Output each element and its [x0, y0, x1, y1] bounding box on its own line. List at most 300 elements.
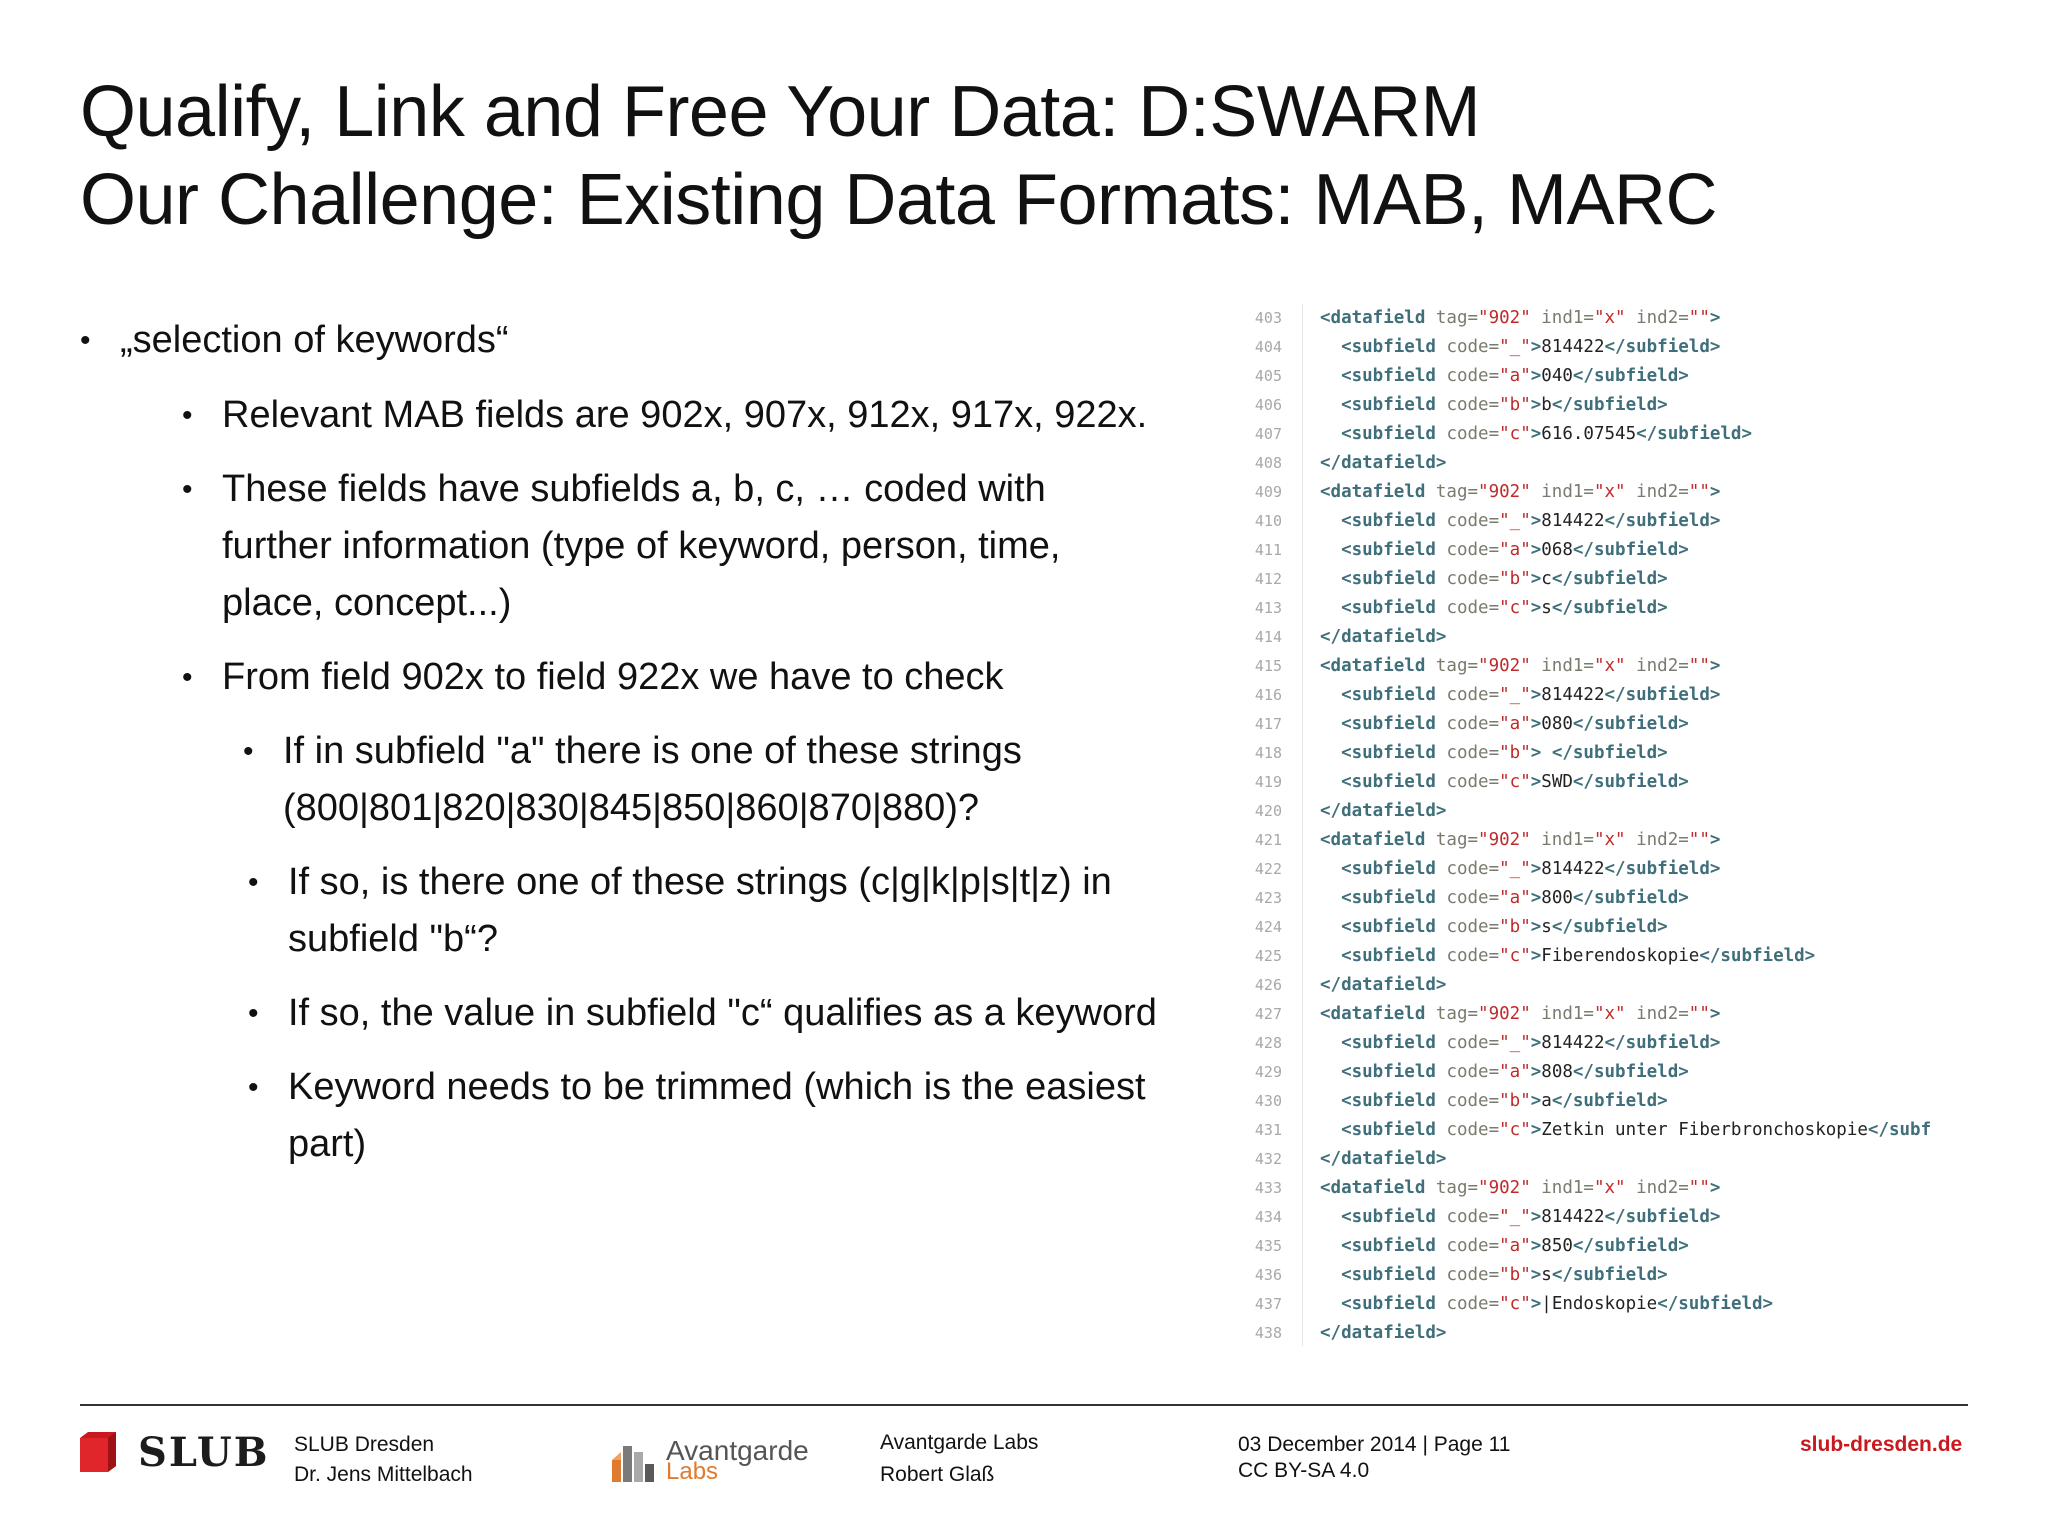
indent: [1320, 395, 1341, 415]
xml-tag: <datafield: [1320, 1178, 1426, 1198]
indent: [1320, 569, 1341, 589]
xml-tag: </subfield>: [1604, 337, 1721, 357]
xml-tag: <subfield: [1341, 366, 1436, 386]
xml-attr-name: code=: [1435, 1120, 1500, 1140]
code-line: [1240, 710, 1968, 739]
xml-tag: </datafield>: [1320, 1149, 1447, 1169]
xml-attr-name: ind1=: [1530, 830, 1594, 850]
bullet-level-3: [80, 985, 1298, 1042]
xml-tag: </subfield>: [1572, 772, 1689, 792]
bullet-text: „selection of keywords“: [120, 319, 509, 361]
code-screenshot: [1240, 300, 1968, 1346]
slub-book-icon: [80, 1432, 116, 1472]
footer-author-1: Dr. Jens Mittelbach: [294, 1463, 473, 1486]
indent: [1320, 917, 1341, 937]
xml-attr-name: code=: [1435, 424, 1500, 444]
bullet-text: If so, the value in subfield "c“ qualifies as a keyword: [288, 992, 1157, 1034]
xml-text: 040: [1541, 366, 1573, 386]
bullet-dot-icon: •: [182, 399, 193, 432]
xml-attr-value: "x": [1593, 482, 1626, 502]
xml-attr-name: ind1=: [1530, 1004, 1594, 1024]
xml-tag: </subfield>: [1572, 366, 1689, 386]
xml-attr-value: "x": [1593, 308, 1626, 328]
code-line: [1240, 333, 1968, 362]
xml-attr-name: tag=: [1425, 656, 1479, 676]
xml-tag: </datafield>: [1320, 453, 1447, 473]
indent: [1320, 685, 1341, 705]
xml-tag: <datafield: [1320, 308, 1426, 328]
xml-tag: <subfield: [1341, 424, 1436, 444]
xml-tag: </subfield>: [1551, 743, 1668, 763]
code-line: [1240, 594, 1968, 623]
line-number: 416: [1254, 686, 1282, 704]
xml-attr-value: "x": [1593, 1178, 1626, 1198]
xml-attr-value: "902": [1478, 308, 1531, 328]
xml-tag: </subf: [1867, 1120, 1932, 1140]
line-number: 417: [1254, 715, 1282, 733]
line-number: 428: [1254, 1034, 1282, 1052]
xml-attr-name: code=: [1435, 598, 1500, 618]
footer-divider: [80, 1404, 1968, 1406]
indent: [1320, 1120, 1341, 1140]
bullet-level-1: [80, 312, 1230, 369]
code-line: [1240, 1087, 1968, 1116]
bullet-level-2: [80, 461, 1102, 632]
bullet-text: Keyword needs to be trimmed (which is the easiest part): [288, 1066, 1146, 1165]
line-number: 407: [1254, 425, 1282, 443]
xml-tag: >: [1530, 859, 1542, 879]
line-number: 414: [1254, 628, 1282, 646]
xml-attr-name: code=: [1435, 1062, 1500, 1082]
line-number: 410: [1254, 512, 1282, 530]
code-line: [1240, 1116, 1968, 1145]
indent: [1320, 888, 1341, 908]
xml-tag: <datafield: [1320, 1004, 1426, 1024]
xml-tag: >: [1530, 772, 1542, 792]
footer-license: CC BY-SA 4.0: [1238, 1459, 1370, 1482]
code-line: [1240, 971, 1968, 1000]
xml-tag: >: [1530, 714, 1542, 734]
xml-attr-value: "a": [1499, 1236, 1531, 1256]
line-number: 426: [1254, 976, 1282, 994]
xml-attr-name: tag=: [1425, 1004, 1479, 1024]
bullet-text: These fields have subfields a, b, c, … coded with further information (type of keyword, person, time, place, concept...): [222, 468, 1061, 624]
xml-attr-value: "": [1688, 830, 1710, 850]
bullet-level-3: [80, 854, 1188, 968]
bullet-level-3: [80, 723, 1143, 837]
bullet-text: If in subfield "a" there is one of these strings (800|801|820|830|845|850|860|870|880)?: [283, 730, 1022, 829]
xml-attr-value: "": [1688, 482, 1710, 502]
xml-text: 814422: [1541, 1207, 1605, 1227]
xml-tag: >: [1709, 308, 1721, 328]
indent: [1320, 772, 1341, 792]
code-line: [1240, 623, 1968, 652]
xml-tag: </subfield>: [1551, 1091, 1668, 1111]
indent: [1320, 859, 1341, 879]
slide-title: [80, 68, 1960, 244]
line-number: 434: [1254, 1208, 1282, 1226]
xml-attr-name: ind1=: [1530, 656, 1594, 676]
xml-text: 808: [1541, 1062, 1573, 1082]
xml-text: Zetkin unter Fiberbronchoskopie: [1541, 1120, 1868, 1140]
xml-tag: >: [1530, 1207, 1542, 1227]
xml-tag: >: [1709, 482, 1721, 502]
line-number: 403: [1254, 309, 1282, 327]
code-line: [1240, 565, 1968, 594]
code-line: [1240, 1290, 1968, 1319]
xml-attr-value: "": [1688, 1178, 1710, 1198]
xml-tag: >: [1709, 1004, 1721, 1024]
code-line: [1240, 1232, 1968, 1261]
footer-website: slub-dresden.de: [1800, 1433, 1963, 1456]
xml-tag: >: [1530, 888, 1542, 908]
xml-attr-value: "b": [1499, 917, 1531, 937]
xml-tag: </subfield>: [1551, 569, 1668, 589]
bullet-text: Relevant MAB fields are 902x, 907x, 912x, 917x, 922x.: [222, 394, 1148, 436]
indent: [1320, 714, 1341, 734]
xml-tag: </subfield>: [1604, 859, 1721, 879]
code-line: [1240, 1261, 1968, 1290]
line-number: 425: [1254, 947, 1282, 965]
xml-tag: >: [1530, 1062, 1542, 1082]
line-number: 408: [1254, 454, 1282, 472]
line-number: 419: [1254, 773, 1282, 791]
xml-attr-name: ind2=: [1625, 1178, 1689, 1198]
line-number: 424: [1254, 918, 1282, 936]
xml-tag: </subfield>: [1604, 1033, 1721, 1053]
code-line: [1240, 681, 1968, 710]
line-number: 418: [1254, 744, 1282, 762]
xml-attr-name: code=: [1435, 337, 1500, 357]
xml-attr-name: code=: [1435, 1091, 1500, 1111]
xml-tag: <subfield: [1341, 1120, 1436, 1140]
xml-tag: >: [1530, 366, 1542, 386]
line-number: 420: [1254, 802, 1282, 820]
xml-attr-name: code=: [1435, 395, 1500, 415]
xml-attr-value: "_": [1499, 1207, 1531, 1227]
indent: [1320, 511, 1341, 531]
xml-attr-value: "a": [1499, 888, 1531, 908]
xml-text: [1541, 743, 1552, 763]
xml-tag: </subfield>: [1572, 540, 1689, 560]
xml-attr-value: "": [1688, 656, 1710, 676]
xml-attr-name: ind2=: [1625, 830, 1689, 850]
xml-attr-value: "c": [1499, 1120, 1531, 1140]
xml-attr-name: code=: [1435, 366, 1500, 386]
xml-tag: <subfield: [1341, 540, 1436, 560]
xml-attr-value: "_": [1499, 859, 1531, 879]
indent: [1320, 424, 1341, 444]
xml-tag: >: [1530, 946, 1542, 966]
xml-attr-name: tag=: [1425, 482, 1479, 502]
code-line: [1240, 420, 1968, 449]
bullet-level-3: [80, 1059, 1228, 1173]
xml-tag: >: [1709, 1178, 1721, 1198]
bullet-dot-icon: •: [248, 866, 259, 899]
xml-text: 814422: [1541, 685, 1605, 705]
xml-tag: <subfield: [1341, 1294, 1436, 1314]
code-line: [1240, 1319, 1968, 1346]
xml-tag: <subfield: [1341, 1265, 1436, 1285]
footer-org-name: SLUB Dresden: [294, 1433, 435, 1456]
bullet-dot-icon: •: [243, 735, 254, 768]
indent: [1320, 1207, 1341, 1227]
bullet-dot-icon: •: [182, 661, 193, 694]
indent: [1320, 1294, 1341, 1314]
xml-attr-value: "c": [1499, 946, 1531, 966]
line-number: 427: [1254, 1005, 1282, 1023]
line-number: 437: [1254, 1295, 1282, 1313]
xml-tag: </subfield>: [1572, 1062, 1689, 1082]
code-line: [1240, 1029, 1968, 1058]
xml-tag: >: [1530, 1294, 1542, 1314]
xml-tag: >: [1530, 395, 1542, 415]
xml-text: 080: [1541, 714, 1573, 734]
code-line: [1240, 942, 1968, 971]
line-number: 415: [1254, 657, 1282, 675]
xml-tag: </subfield>: [1572, 714, 1689, 734]
xml-tag: </datafield>: [1320, 1323, 1447, 1343]
xml-tag: <datafield: [1320, 656, 1426, 676]
xml-text: 814422: [1541, 1033, 1605, 1053]
xml-tag: </datafield>: [1320, 627, 1447, 647]
xml-attr-value: "b": [1499, 1091, 1531, 1111]
indent: [1320, 598, 1341, 618]
line-number: 438: [1254, 1324, 1282, 1342]
code-line: [1240, 304, 1968, 333]
indent: [1320, 1236, 1341, 1256]
xml-attr-name: tag=: [1425, 308, 1479, 328]
code-line: [1240, 797, 1968, 826]
xml-tag: <subfield: [1341, 1091, 1436, 1111]
footer-partner-name: Avantgarde Labs: [880, 1431, 1039, 1454]
xml-tag: </subfield>: [1572, 888, 1689, 908]
xml-attr-value: "b": [1499, 1265, 1531, 1285]
xml-tag: <subfield: [1341, 1236, 1436, 1256]
xml-attr-value: "b": [1499, 395, 1531, 415]
code-line: [1240, 913, 1968, 942]
xml-attr-value: "902": [1478, 656, 1531, 676]
xml-attr-name: ind1=: [1530, 1178, 1594, 1198]
xml-tag: <subfield: [1341, 511, 1436, 531]
line-number: 413: [1254, 599, 1282, 617]
xml-attr-value: "x": [1593, 1004, 1626, 1024]
xml-tag: >: [1530, 337, 1542, 357]
xml-tag: <datafield: [1320, 482, 1426, 502]
xml-attr-name: ind2=: [1625, 482, 1689, 502]
avantgarde-logo-word-2: Labs: [666, 1458, 719, 1485]
xml-attr-name: ind2=: [1625, 1004, 1689, 1024]
code-line: [1240, 768, 1968, 797]
line-number: 412: [1254, 570, 1282, 588]
xml-text: SWD: [1541, 772, 1573, 792]
xml-text: b: [1541, 395, 1552, 415]
xml-attr-name: code=: [1435, 569, 1500, 589]
xml-tag: >: [1530, 540, 1542, 560]
xml-tag: </datafield>: [1320, 975, 1447, 995]
line-number: 406: [1254, 396, 1282, 414]
xml-attr-value: "a": [1499, 1062, 1531, 1082]
xml-tag: >: [1530, 424, 1542, 444]
code-line: [1240, 1174, 1968, 1203]
xml-attr-name: code=: [1435, 511, 1500, 531]
xml-tag: <subfield: [1341, 1207, 1436, 1227]
xml-text: 800: [1541, 888, 1573, 908]
xml-tag: >: [1530, 511, 1542, 531]
code-line: [1240, 1000, 1968, 1029]
bullet-dot-icon: •: [80, 324, 91, 357]
indent: [1320, 1062, 1341, 1082]
code-line: [1240, 739, 1968, 768]
xml-attr-value: "b": [1499, 743, 1531, 763]
bullet-text: If so, is there one of these strings (c|g|k|p|s|t|z) in subfield "b“?: [288, 861, 1112, 960]
code-line: [1240, 855, 1968, 884]
xml-tag: <subfield: [1341, 1033, 1436, 1053]
xml-attr-value: "x": [1593, 830, 1626, 850]
xml-text: c: [1541, 569, 1552, 589]
indent: [1320, 366, 1341, 386]
slub-logo: [80, 1428, 270, 1478]
indent: [1320, 1033, 1341, 1053]
xml-tag: <subfield: [1341, 395, 1436, 415]
xml-tag: >: [1530, 1265, 1542, 1285]
footer-date-page: 03 December 2014 | Page 11: [1238, 1433, 1511, 1456]
xml-attr-value: "902": [1478, 1004, 1531, 1024]
xml-attr-name: code=: [1435, 1294, 1500, 1314]
xml-tag: <subfield: [1341, 743, 1436, 763]
xml-tag: >: [1530, 685, 1542, 705]
xml-tag: >: [1530, 569, 1542, 589]
xml-tag: <subfield: [1341, 1062, 1436, 1082]
line-number: 404: [1254, 338, 1282, 356]
bullet-dot-icon: •: [182, 473, 193, 506]
xml-tag: <subfield: [1341, 772, 1436, 792]
xml-attr-value: "_": [1499, 337, 1531, 357]
xml-tag: </subfield>: [1604, 511, 1721, 531]
xml-attr-value: "c": [1499, 424, 1531, 444]
xml-tag: >: [1530, 917, 1542, 937]
avantgarde-labs-logo: [612, 1432, 812, 1486]
line-number: 409: [1254, 483, 1282, 501]
indent: [1320, 1091, 1341, 1111]
xml-tag: </subfield>: [1699, 946, 1816, 966]
avantgarde-bars-icon: [612, 1438, 658, 1482]
code-line: [1240, 536, 1968, 565]
code-line: [1240, 884, 1968, 913]
line-number: 432: [1254, 1150, 1282, 1168]
xml-text: s: [1541, 598, 1552, 618]
xml-tag: <subfield: [1341, 714, 1436, 734]
xml-tag: >: [1530, 1091, 1542, 1111]
code-line: [1240, 391, 1968, 420]
xml-attr-name: tag=: [1425, 1178, 1479, 1198]
xml-attr-value: "c": [1499, 598, 1531, 618]
bullet-level-2: [80, 387, 1230, 444]
xml-tag: </subfield>: [1604, 685, 1721, 705]
line-number: 411: [1254, 541, 1282, 559]
xml-text: 616.07545: [1541, 424, 1637, 444]
xml-tag: </subfield>: [1657, 1294, 1774, 1314]
xml-attr-value: "a": [1499, 540, 1531, 560]
xml-tag: <subfield: [1341, 337, 1436, 357]
xml-attr-value: "_": [1499, 511, 1531, 531]
bullet-level-2: [80, 649, 1230, 706]
xml-attr-name: ind1=: [1530, 308, 1594, 328]
xml-tag: </subfield>: [1551, 395, 1668, 415]
xml-tag: >: [1530, 743, 1542, 763]
xml-attr-name: code=: [1435, 743, 1500, 763]
bullet-dot-icon: •: [248, 1071, 259, 1104]
line-number: 405: [1254, 367, 1282, 385]
slub-logo-text: SLUB: [138, 1429, 270, 1476]
bullet-text: From field 902x to field 922x we have to check: [222, 656, 1004, 698]
line-number: 422: [1254, 860, 1282, 878]
xml-tag: >: [1530, 598, 1542, 618]
code-line: [1240, 507, 1968, 536]
xml-attr-value: "b": [1499, 569, 1531, 589]
footer-author-2: Robert Glaß: [880, 1463, 995, 1486]
indent: [1320, 946, 1341, 966]
xml-text: s: [1541, 917, 1552, 937]
xml-attr-value: "_": [1499, 1033, 1531, 1053]
xml-text: 814422: [1541, 859, 1605, 879]
code-line: [1240, 1058, 1968, 1087]
xml-tag: </subfield>: [1636, 424, 1753, 444]
line-number: 423: [1254, 889, 1282, 907]
xml-attr-name: code=: [1435, 540, 1500, 560]
xml-text: Fiberendoskopie: [1541, 946, 1700, 966]
line-number: 435: [1254, 1237, 1282, 1255]
xml-attr-value: "c": [1499, 772, 1531, 792]
code-line: [1240, 1145, 1968, 1174]
indent: [1320, 1265, 1341, 1285]
code-line: [1240, 826, 1968, 855]
xml-text: 068: [1541, 540, 1573, 560]
xml-attr-value: "902": [1478, 830, 1531, 850]
xml-tag: </subfield>: [1551, 1265, 1668, 1285]
xml-tag: >: [1530, 1033, 1542, 1053]
xml-tag: >: [1709, 656, 1721, 676]
line-number: 431: [1254, 1121, 1282, 1139]
line-number: 421: [1254, 831, 1282, 849]
xml-tag: >: [1709, 830, 1721, 850]
xml-attr-name: code=: [1435, 714, 1500, 734]
xml-attr-name: code=: [1435, 946, 1500, 966]
xml-tag: <subfield: [1341, 569, 1436, 589]
indent: [1320, 540, 1341, 560]
xml-tag: <subfield: [1341, 598, 1436, 618]
title-line-1: Qualify, Link and Free Your Data: D:SWARM: [80, 72, 1481, 152]
code-line: [1240, 652, 1968, 681]
xml-attr-value: "_": [1499, 685, 1531, 705]
bullet-list: [80, 312, 1230, 1190]
xml-text: 850: [1541, 1236, 1573, 1256]
xml-text: |Endoskopie: [1541, 1294, 1658, 1314]
xml-text: 814422: [1541, 337, 1605, 357]
xml-attr-name: code=: [1435, 1236, 1500, 1256]
xml-tag: <subfield: [1341, 917, 1436, 937]
title-line-2: Our Challenge: Existing Data Formats: MAB, MARC: [80, 160, 1718, 240]
xml-attr-value: "": [1688, 1004, 1710, 1024]
xml-attr-value: "": [1688, 308, 1710, 328]
xml-attr-name: tag=: [1425, 830, 1479, 850]
code-line: [1240, 1203, 1968, 1232]
code-line: [1240, 478, 1968, 507]
xml-attr-value: "a": [1499, 714, 1531, 734]
xml-tag: <subfield: [1341, 685, 1436, 705]
bullet-dot-icon: •: [248, 997, 259, 1030]
xml-attr-name: code=: [1435, 859, 1500, 879]
